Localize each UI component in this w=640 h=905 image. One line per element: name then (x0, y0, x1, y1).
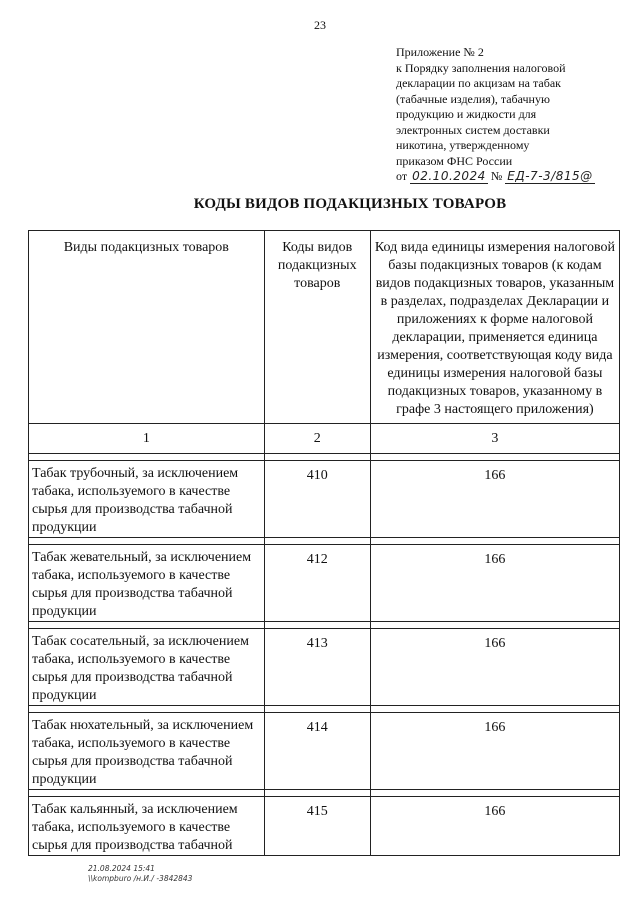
goods-name-cell: Табак кальянный, за исключением табака, используемого в качестве сырья для производства табачной (29, 797, 265, 856)
header-unit-code: Код вида единицы измерения налоговой базы подакцизных товаров (к кодам видов подакцизных товаров, указанным в разделах, подразделах Декларации и приложениях к форме налоговой декларации, применяется единица измерения, соответствующая коду вида единицы измерения налоговой базы подакцизных товаров, указанному в графе 3 настоящего приложения) (370, 231, 619, 424)
appendix-line: (табачные изделия), табачную (396, 91, 550, 106)
table-row (29, 629, 620, 706)
goods-code-cell: 410 (264, 461, 370, 538)
order-number: ЕД-7-3/815@ (507, 169, 593, 183)
header-goods-type: Виды подакцизных товаров (29, 231, 265, 424)
column-number: 1 (29, 424, 265, 454)
goods-name-cell: Табак трубочный, за исключением табака, используемого в качестве сырья для производства табачной продукции (29, 461, 265, 538)
row-separator (29, 706, 620, 713)
goods-code-cell: 414 (264, 713, 370, 790)
column-number: 2 (264, 424, 370, 454)
print-footer (88, 864, 192, 884)
appendix-line: никотина, утвержденному (396, 138, 530, 152)
header-goods-code: Коды видов подакцизных товаров (264, 231, 370, 424)
row-separator (29, 454, 620, 461)
unit-code-cell: 166 (370, 629, 619, 706)
appendix-line: продукцию и жидкости для (396, 107, 537, 121)
unit-code-cell: 166 (370, 545, 619, 622)
table-row (29, 545, 620, 622)
unit-code-cell: 166 (370, 797, 619, 856)
appendix-line: декларации по акцизам на табак (396, 76, 561, 90)
table-row (29, 797, 620, 856)
appendix-line: приказом ФНС России (396, 153, 513, 168)
table-row (29, 713, 620, 790)
number-label: № (490, 169, 503, 183)
appendix-line: Приложение № 2 (396, 45, 484, 59)
document-title: КОДЫ ВИДОВ ПОДАКЦИЗНЫХ ТОВАРОВ (193, 196, 507, 212)
goods-code-cell: 413 (264, 629, 370, 706)
row-separator (29, 622, 620, 629)
table-header-row (29, 231, 620, 424)
goods-code-cell: 412 (264, 545, 370, 622)
goods-name-cell: Табак сосательный, за исключением табака, используемого в качестве сырья для производства табачной продукции (29, 629, 265, 706)
footer-path: \\kompburo /н.И./ -3842843 (88, 874, 193, 883)
table-row (29, 461, 620, 538)
from-label: от (396, 169, 408, 183)
appendix-line: электронных систем доставки (396, 122, 550, 137)
column-number: 3 (370, 424, 619, 454)
column-number-row (29, 424, 620, 454)
row-separator (29, 538, 620, 545)
order-date: 02.10.2024 (412, 169, 486, 183)
order-signature-line (396, 169, 626, 185)
goods-code-cell: 415 (264, 797, 370, 856)
appendix-line: к Порядку заполнения налоговой (396, 60, 566, 75)
row-separator (29, 790, 620, 797)
excise-codes-table (28, 230, 620, 856)
footer-timestamp: 21.08.2024 15:41 (88, 864, 155, 873)
page-number: 23 (314, 18, 326, 32)
goods-name-cell: Табак нюхательный, за исключением табака, используемого в качестве сырья для производства табачной продукции (29, 713, 265, 790)
goods-name-cell: Табак жевательный, за исключением табака, используемого в качестве сырья для производства табачной продукции (29, 545, 265, 622)
unit-code-cell: 166 (370, 713, 619, 790)
appendix-block (396, 45, 626, 185)
unit-code-cell: 166 (370, 461, 619, 538)
